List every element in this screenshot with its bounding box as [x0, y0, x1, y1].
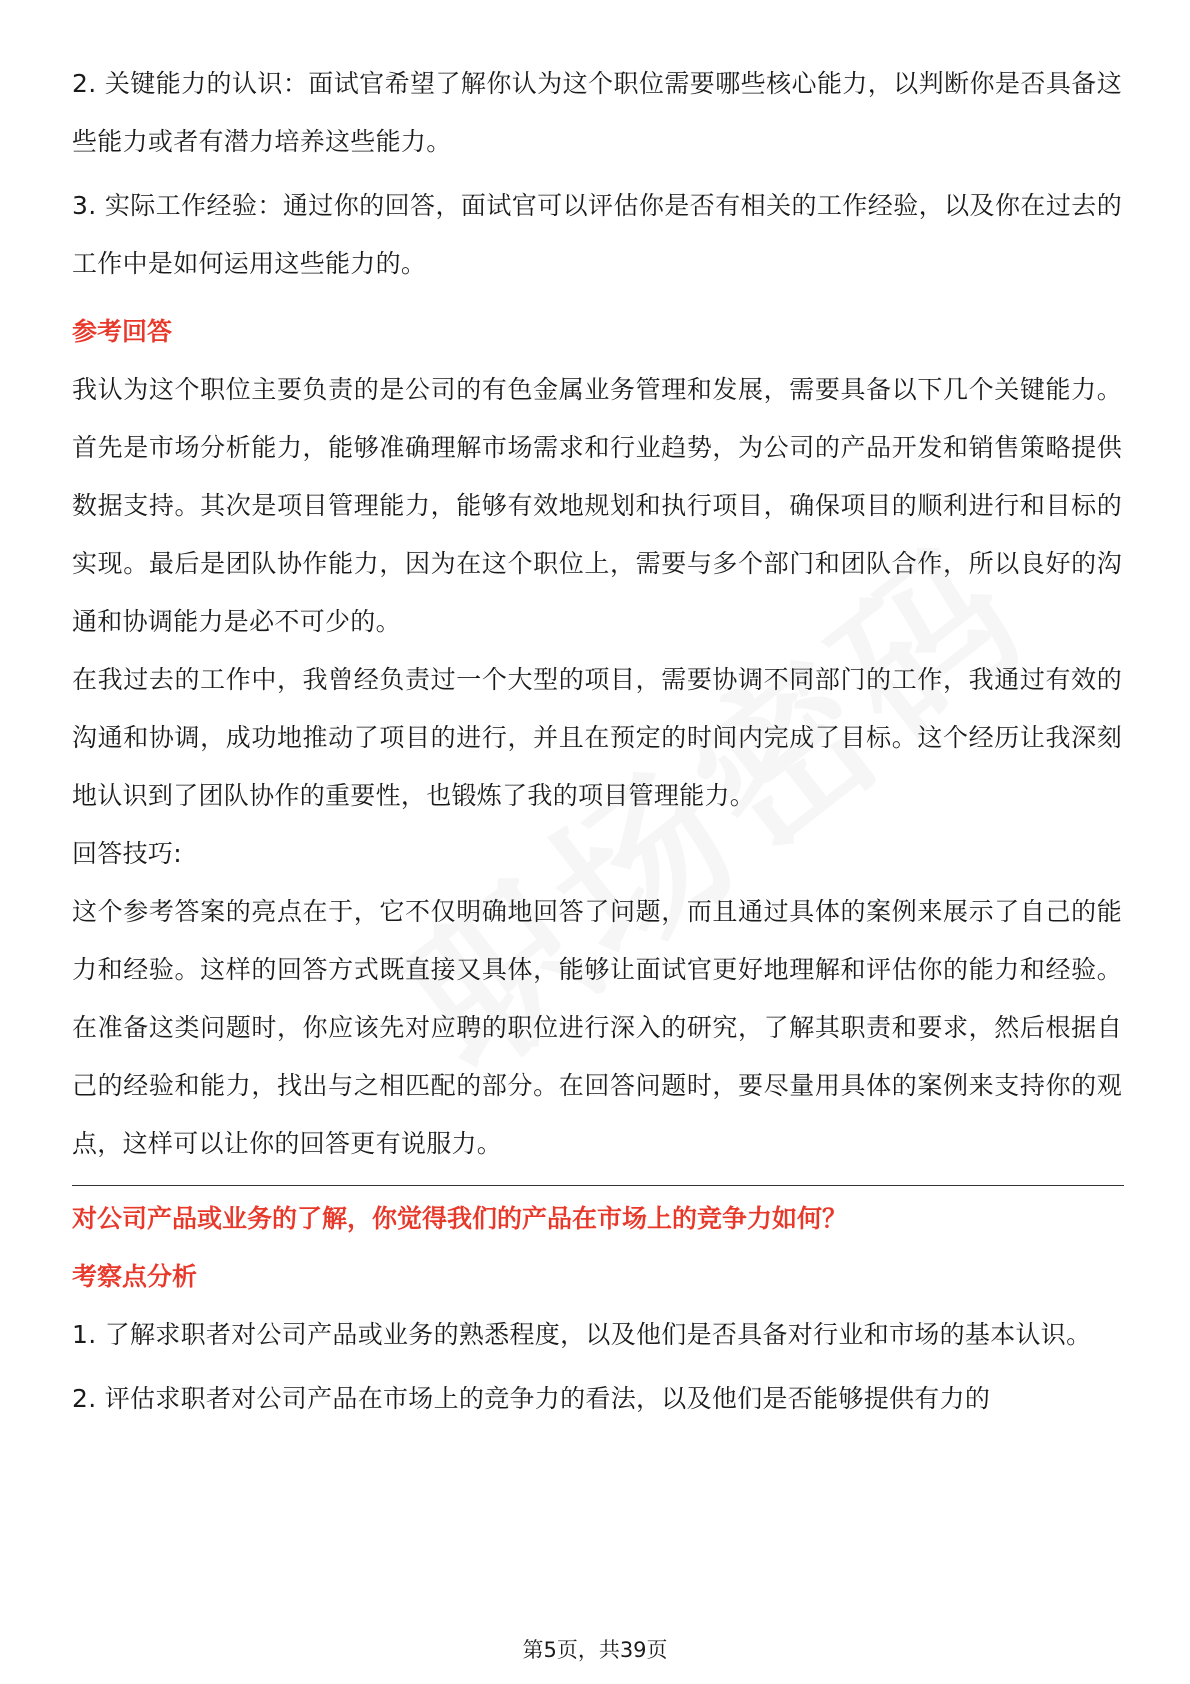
- paragraph: 2. 关键能力的认识：面试官希望了解你认为这个职位需要哪些核心能力，以判断你是否具备这些能力或者有潜力培养这些能力。: [72, 69, 1122, 156]
- paragraph: 在我过去的工作中，我曾经负责过一个大型的项目，需要协调不同部门的工作，我通过有效的沟通和协调，成功地推动了项目的进行，并且在预定的时间内完成了目标。这个经历让我深刻地认识到了团队协作的重要性，也锻炼了我的项目管理能力。: [72, 665, 1122, 810]
- question-heading: 对公司产品或业务的了解，你觉得我们的产品在市场上的竞争力如何？: [72, 1204, 848, 1233]
- analysis-heading: 考察点分析: [72, 1262, 198, 1291]
- section-divider: [72, 1185, 1124, 1186]
- tips-label: 回答技巧:: [72, 839, 182, 868]
- paragraph: 3. 实际工作经验：通过你的回答，面试官可以评估你是否有相关的工作经验，以及你在过去的工作中是如何运用这些能力的。: [72, 191, 1122, 278]
- paragraph: 2. 评估求职者对公司产品在市场上的竞争力的看法，以及他们是否能够提供有力的: [72, 1384, 991, 1413]
- page-number: 第5页，共39页: [522, 1638, 668, 1662]
- document-page: [72, 55, 1122, 1428]
- paragraph: 我认为这个职位主要负责的是公司的有色金属业务管理和发展，需要具备以下几个关键能力。首先是市场分析能力，能够准确理解市场需求和行业趋势，为公司的产品开发和销售策略提供数据支持。其次是项目管理能力，能够有效地规划和执行项目，确保项目的顺利进行和目标的实现。最后是团队协作能力，因为在这个职位上，需要与多个部门和团队合作，所以良好的沟通和协调能力是必不可少的。: [72, 375, 1122, 636]
- paragraph: 1. 了解求职者对公司产品或业务的熟悉程度，以及他们是否具备对行业和市场的基本认识。: [72, 1320, 1092, 1349]
- reference-heading: 参考回答: [72, 317, 173, 346]
- paragraph: 这个参考答案的亮点在于，它不仅明确地回答了问题，而且通过具体的案例来展示了自己的能力和经验。这样的回答方式既直接又具体，能够让面试官更好地理解和评估你的能力和经验。在准备这类问题时，你应该先对应聘的职位进行深入的研究，了解其职责和要求，然后根据自己的经验和能力，找出与之相匹配的部分。在回答问题时，要尽量用具体的案例来支持你的观点，这样可以让你的回答更有说服力。: [72, 897, 1122, 1158]
